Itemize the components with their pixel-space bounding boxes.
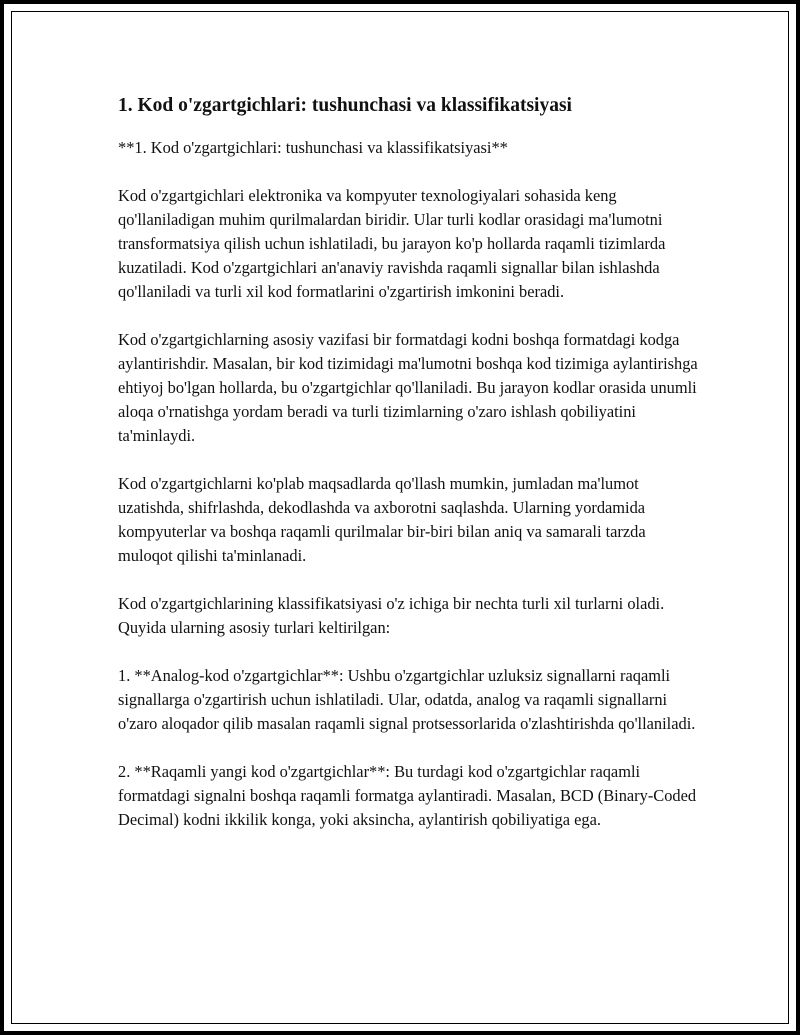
paragraph-intro: Kod o'zgartgichlari elektronika va kompyuter texnologiyalari sohasida keng qo'llaniladigan muhim qurilmalardan biridir. Ular turli kodlar orasidagi ma'lumotni transformatsiya qilish uchun ishlatiladi, bu jarayon ko'p hollarda raqamli tizimlarda kuzatiladi. Kod o'zgartgichlari an'anaviy ravishda raqamli signallar bilan ishlashda qo'llaniladi va turli xil kod formatlarini o'zgartirish imkonini beradi. — [118, 186, 666, 301]
paragraph-uses: Kod o'zgartgichlarni ko'plab maqsadlarda qo'llash mumkin, jumladan ma'lumot uzatishda, shifrlashda, dekodlashda va axborotni saqlashda. Ularning yordamida kompyuterlar va boshqa raqamli qurilmalar bir-biri bilan aniq va samarali tarzda muloqot qilishi ta'minlanadi. — [118, 474, 646, 565]
list-item-digital: 2. **Raqamli yangi kod o'zgartgichlar**: Bu turdagi kod o'zgartgichlar raqamli formatdagi signalni boshqa raqamli formatga aylantiradi. Masalan, BCD (Binary-Coded Decimal) kodni ikkilik konga, yoki aksincha, aylantirish qobiliyatiga ega. — [118, 762, 697, 829]
bold-heading-paragraph: **1. Kod o'zgartgichlari: tushunchasi va klassifikatsiyasi** — [118, 138, 508, 157]
document-title: 1. Kod o'zgartgichlari: tushunchasi va klassifikatsiyasi — [118, 95, 572, 116]
paragraph-classification: Kod o'zgartgichlarining klassifikatsiyasi o'z ichiga bir nechta turli xil turlarni oladi. Quyida ularning asosiy turlari keltirilgan: — [118, 594, 665, 637]
paragraph-main-function: Kod o'zgartgichlarning asosiy vazifasi bir formatdagi kodni boshqa formatdagi kodga aylantirishdir. Masalan, bir kod tizimidagi ma'lumotni boshqa kod tizimiga aylantirishga ehtiyoj bo'lgan hollarda, bu o'zgartgichlar qo'llaniladi. Bu jarayon kodlar orasida unumli aloqa o'rnatishga yordam beradi va turli tizimlarning o'zaro ishlash qobiliyatini ta'minlaydi. — [118, 330, 698, 445]
list-item-analog: 1. **Analog-kod o'zgartgichlar**: Ushbu o'zgartgichlar uzluksiz signallarni raqamli signallarga o'zgartirish uchun ishlatiladi. Ular, odatda, analog va raqamli signallarni o'zaro aloqador qilib masalan raqamli signal protsessorlarida o'zlashtirishda qo'llaniladi. — [118, 666, 696, 733]
document-body — [118, 92, 698, 856]
